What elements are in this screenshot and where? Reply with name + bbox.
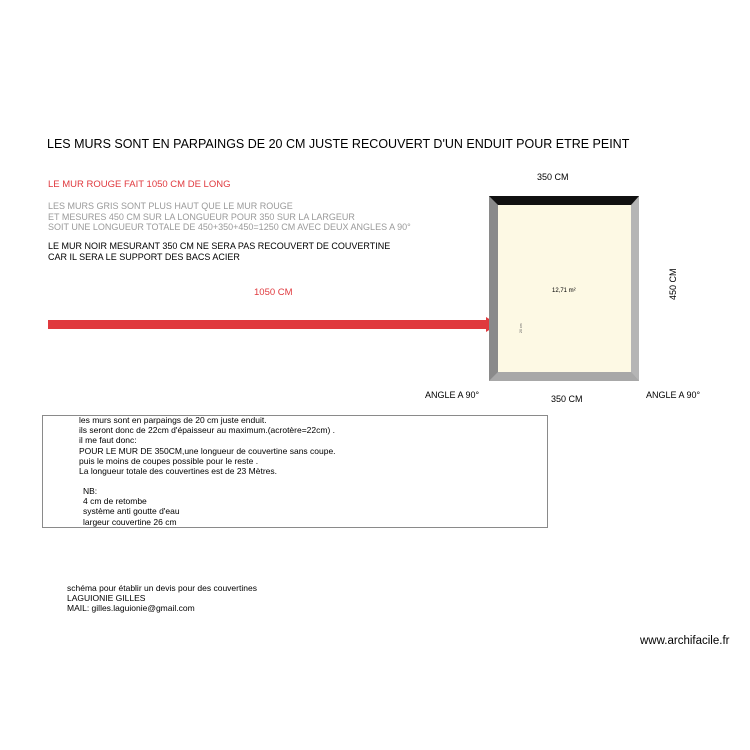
notes-line: il me faut donc: — [79, 435, 137, 446]
bottom-width-label: 350 CM — [551, 394, 583, 404]
footer-email[interactable]: MAIL: gilles.laguionie@gmail.com — [67, 603, 195, 614]
inner-dimension-label: 20 cm — [519, 323, 523, 333]
footer-block — [67, 583, 257, 614]
footer-line: schéma pour établir un devis pour des couvertines — [67, 583, 257, 593]
wall-bevel-left — [489, 196, 498, 381]
nb-line: NB: — [83, 486, 98, 496]
wall-bevel-right — [631, 196, 639, 381]
notes-line: ils seront donc de 22cm d'épaisseur au maximum.(acrotère=22cm) . — [79, 425, 336, 436]
notes-line: La longueur totale des couvertines est de 23 Mètres. — [79, 466, 277, 477]
black-wall-line: CAR IL SERA LE SUPPORT DES BACS ACIER — [48, 251, 240, 262]
gray-wall-line: SOIT UNE LONGUEUR TOTALE DE 450+350+450=1250 CM AVEC DEUX ANGLES A 90° — [48, 222, 411, 232]
nb-line: 4 cm de retombe — [83, 496, 147, 507]
notes-line: puis le moins de coupes possible pour le reste . — [79, 455, 259, 466]
nb-line: système anti goutte d'eau — [83, 506, 180, 517]
notes-line: POUR LE MUR DE 350CM,une longueur de couvertine sans coupe. — [79, 445, 336, 456]
notes-line: les murs sont en parpaings de 20 cm juste enduit. — [79, 415, 267, 425]
wall-bevel-bottom — [489, 372, 639, 381]
nb-line: largeur couvertine 26 cm — [83, 516, 177, 527]
red-wall-description: LE MUR ROUGE FAIT 1050 CM DE LONG — [48, 179, 231, 190]
page-title: LES MURS SONT EN PARPAINGS DE 20 CM JUSTE RECOUVERT D'UN ENDUIT POUR ETRE PEINT — [47, 137, 630, 151]
angle-right-label: ANGLE A 90° — [646, 390, 701, 400]
top-width-label: 350 CM — [537, 172, 569, 182]
angle-left-label: ANGLE A 90° — [425, 390, 480, 400]
room-area-label: 12,71 m² — [552, 288, 576, 294]
black-wall[interactable] — [489, 196, 639, 205]
gray-wall-line: LES MURS GRIS SONT PLUS HAUT QUE LE MUR ROUGE — [48, 201, 293, 211]
black-wall-line: LE MUR NOIR MESURANT 350 CM NE SERA PAS RECOUVERT DE COUVERTINE — [48, 241, 391, 251]
red-wall-length-label: 1050 CM — [254, 287, 293, 298]
notes-box — [42, 415, 548, 528]
nb-text — [83, 486, 180, 527]
side-length-label: 450 CM — [668, 268, 678, 300]
gray-wall-line: ET MESURES 450 CM SUR LA LONGUEUR POUR 350 SUR LA LARGEUR — [48, 211, 355, 222]
red-wall[interactable] — [48, 320, 488, 329]
notes-text — [79, 415, 336, 476]
footer-line: LAGUIONIE GILLES — [67, 593, 146, 604]
watermark-link[interactable]: www.archifacile.fr — [640, 635, 730, 647]
